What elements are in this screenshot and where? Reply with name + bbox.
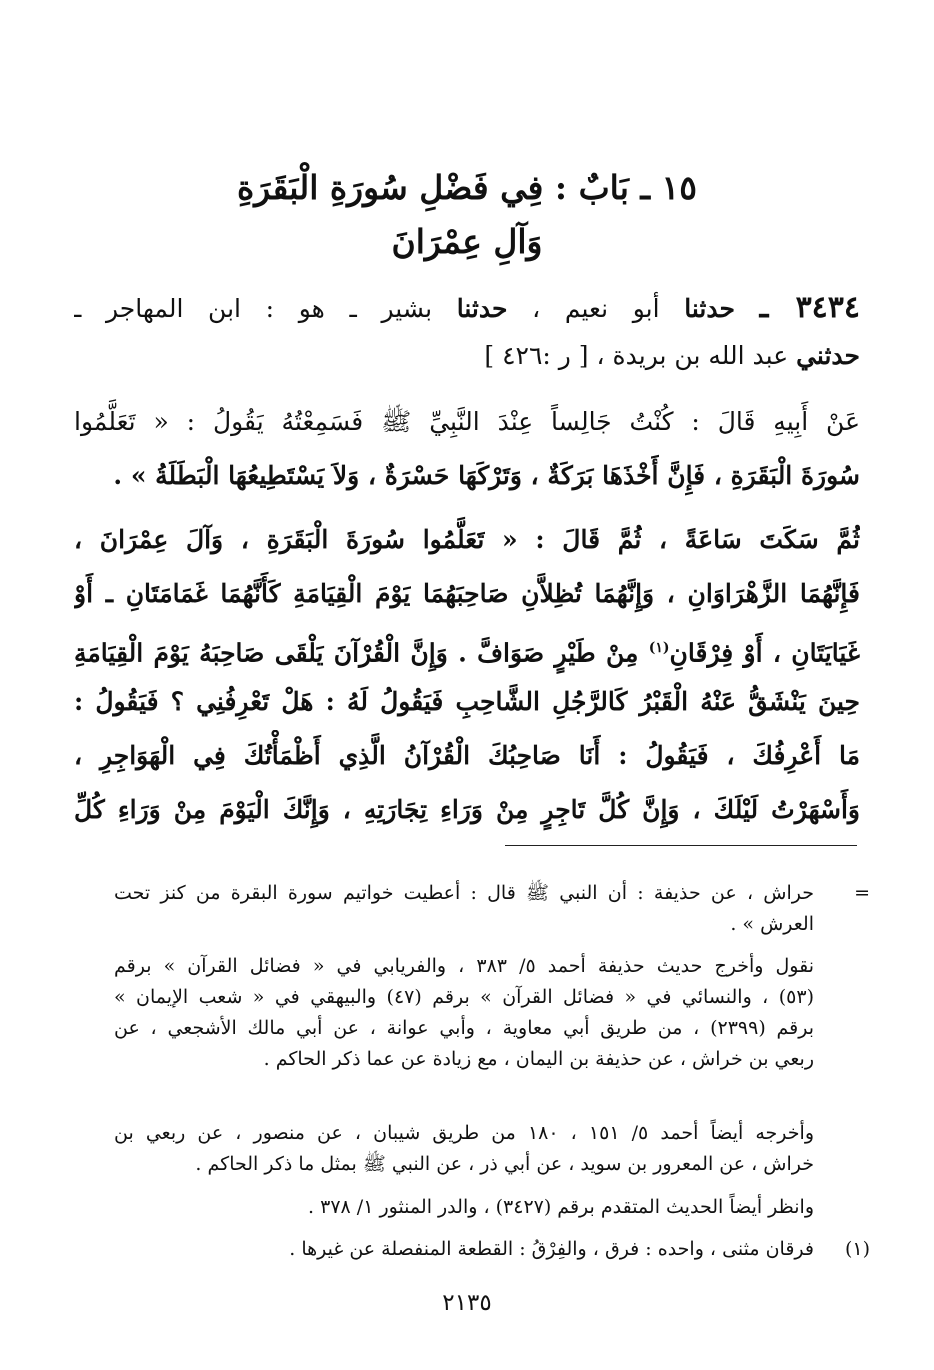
chapter-heading-line-1: ١٥ ـ بَابٌ : فِي فَضْلِ سُورَةِ الْبَقَرَةِ xyxy=(237,168,697,207)
footnote-line: (٥٣) ، والنسائي في « فضائل القرآن » برقم (٤٧) والبيهقي في « شعب الإيمان » xyxy=(114,986,814,1008)
isnad-word: حدثني xyxy=(796,341,860,370)
matn-line: سُورَةَ الْبَقَرَةِ ، فَإِنَّ أَخْذَهَا بَرَكَةٌ ، وَتَرْكَهَا حَسْرَةٌ ، وَلاَ يَسْتَطِيعُهَا الْبَطَلَةُ » . xyxy=(113,461,860,490)
footnote-line: وأخرجه أيضاً أحمد ٥/ ١٥١ ، ١٨٠ من طريق شيبان ، عن منصور ، عن ربعي بن xyxy=(114,1122,814,1144)
footnote-line: حراش ، عن حذيفة : أن النبي ﷺ قال : أعطيت خواتيم سورة البقرة من كنز تحت xyxy=(114,882,814,904)
footnote-line: نقول وأخرج حديث حذيفة أحمد ٥/ ٣٨٣ ، والفريابي في « فضائل القرآن » برقم xyxy=(114,955,814,977)
footnote-1-text: فرقان مثنى ، واحده : فرق ، والفِرْقُ : القطعة المنفصلة عن غيرها . xyxy=(289,1238,814,1260)
matn-line: حِينَ يَنْشَقُّ عَنْهُ الْقَبْرُ كَالرَّجُلِ الشَّاحِبِ فَيَقُولُ لَهُ : هَلْ تَعْرِفُنِي ؟ فَيَقُولُ : xyxy=(74,687,860,716)
chapter-heading-line-2: وَآلِ عِمْرَانَ xyxy=(391,222,543,261)
footnote-1-marker: (١) xyxy=(844,1238,870,1260)
matn-line: عَنْ أَبِيهِ قَالَ : كُنْتُ جَالِساً عِنْدَ النَّبِيِّ ﷺ فَسَمِعْتُهُ يَقُولُ : « تَعَلَّمُوا xyxy=(74,407,860,436)
footnote-line: خراش ، عن المعرور بن سويد ، عن أبي ذر ، عن النبي ﷺ بمثل ما ذكر الحاكم . xyxy=(195,1153,814,1175)
isnad-word: حدثنا xyxy=(456,294,508,323)
cross-reference: [ ر :٤٢٦ ] xyxy=(484,341,589,370)
matn-line: فَإِنَّهُمَا الزَّهْرَاوَانِ ، وَإِنَّهُمَا تُظِلاَّنِ صَاحِبَهُمَا يَوْمَ الْقِيَامَةِ كَأَنَّهُمَا غَمَامَتَانِ ـ أَوْ xyxy=(74,579,860,608)
footnote-separator xyxy=(505,845,857,846)
matn-line: غَيَايَتَانِ ، أَوْ فِرْقَانِ$^{(١)}$ مِنْ طَيْرٍ صَوَافَّ . وَإِنَّ الْقُرْآنَ يَلْقَى صَاحِبَهُ يَوْمَ الْقِيَامَةِ xyxy=(74,638,860,668)
footnote-continuation-marker: = xyxy=(854,882,870,904)
matn-line: ثُمَّ سَكَتَ سَاعَةً ، ثُمَّ قَالَ : « تَعَلَّمُوا سُورَةَ الْبَقَرَةِ ، وَآلَ عِمْرَانَ ، xyxy=(74,525,860,554)
footnote-line: وانظر أيضاً الحديث المتقدم برقم (٣٤٢٧) ، والدر المنثور ١/ ٣٧٨ . xyxy=(308,1196,814,1218)
matn-line: وَأَسْهَرْتُ لَيْلَكَ ، وَإِنَّ كُلَّ تَاجِرٍ مِنْ وَرَاءِ تِجَارَتِهِ ، وَإِنَّكَ الْيَوْمَ مِنْ وَرَاءِ كُلِّ xyxy=(74,795,860,824)
hadith-number: ٣٤٣٤ ـ xyxy=(759,290,860,325)
isnad-word: حدثنا xyxy=(684,294,735,323)
isnad-line-2 xyxy=(74,334,860,378)
isnad-narrator: عبد الله بن بريدة ، xyxy=(596,341,789,370)
footnote-line: العرش » . xyxy=(730,913,814,935)
isnad-narrator: بشير ـ هو : ابن المهاجر ـ xyxy=(74,294,433,323)
isnad-narrator: أبو نعيم ، xyxy=(532,294,660,323)
matn-line: مَا أَعْرِفُكَ ، فَيَقُولُ : أَنَا صَاحِبُكَ الْقُرْآنُ الَّذِي أَظْمَأْتُكَ فِي الْهَوَاجِرِ ، xyxy=(74,741,860,770)
footnote-line: ربعي بن خراش ، عن حذيفة بن اليمان ، مع زيادة عن عما ذكر الحاكم . xyxy=(263,1048,814,1070)
isnad-line-1 xyxy=(74,286,860,331)
page-number: ٢١٣٥ xyxy=(442,1290,492,1316)
footnote-ref: (١) xyxy=(648,640,670,656)
footnote-line: برقم (٢٣٩٩) ، من طريق أبي معاوية ، وأبي عوانة ، عن أبي مالك الأشجعي ، عن xyxy=(114,1017,814,1039)
